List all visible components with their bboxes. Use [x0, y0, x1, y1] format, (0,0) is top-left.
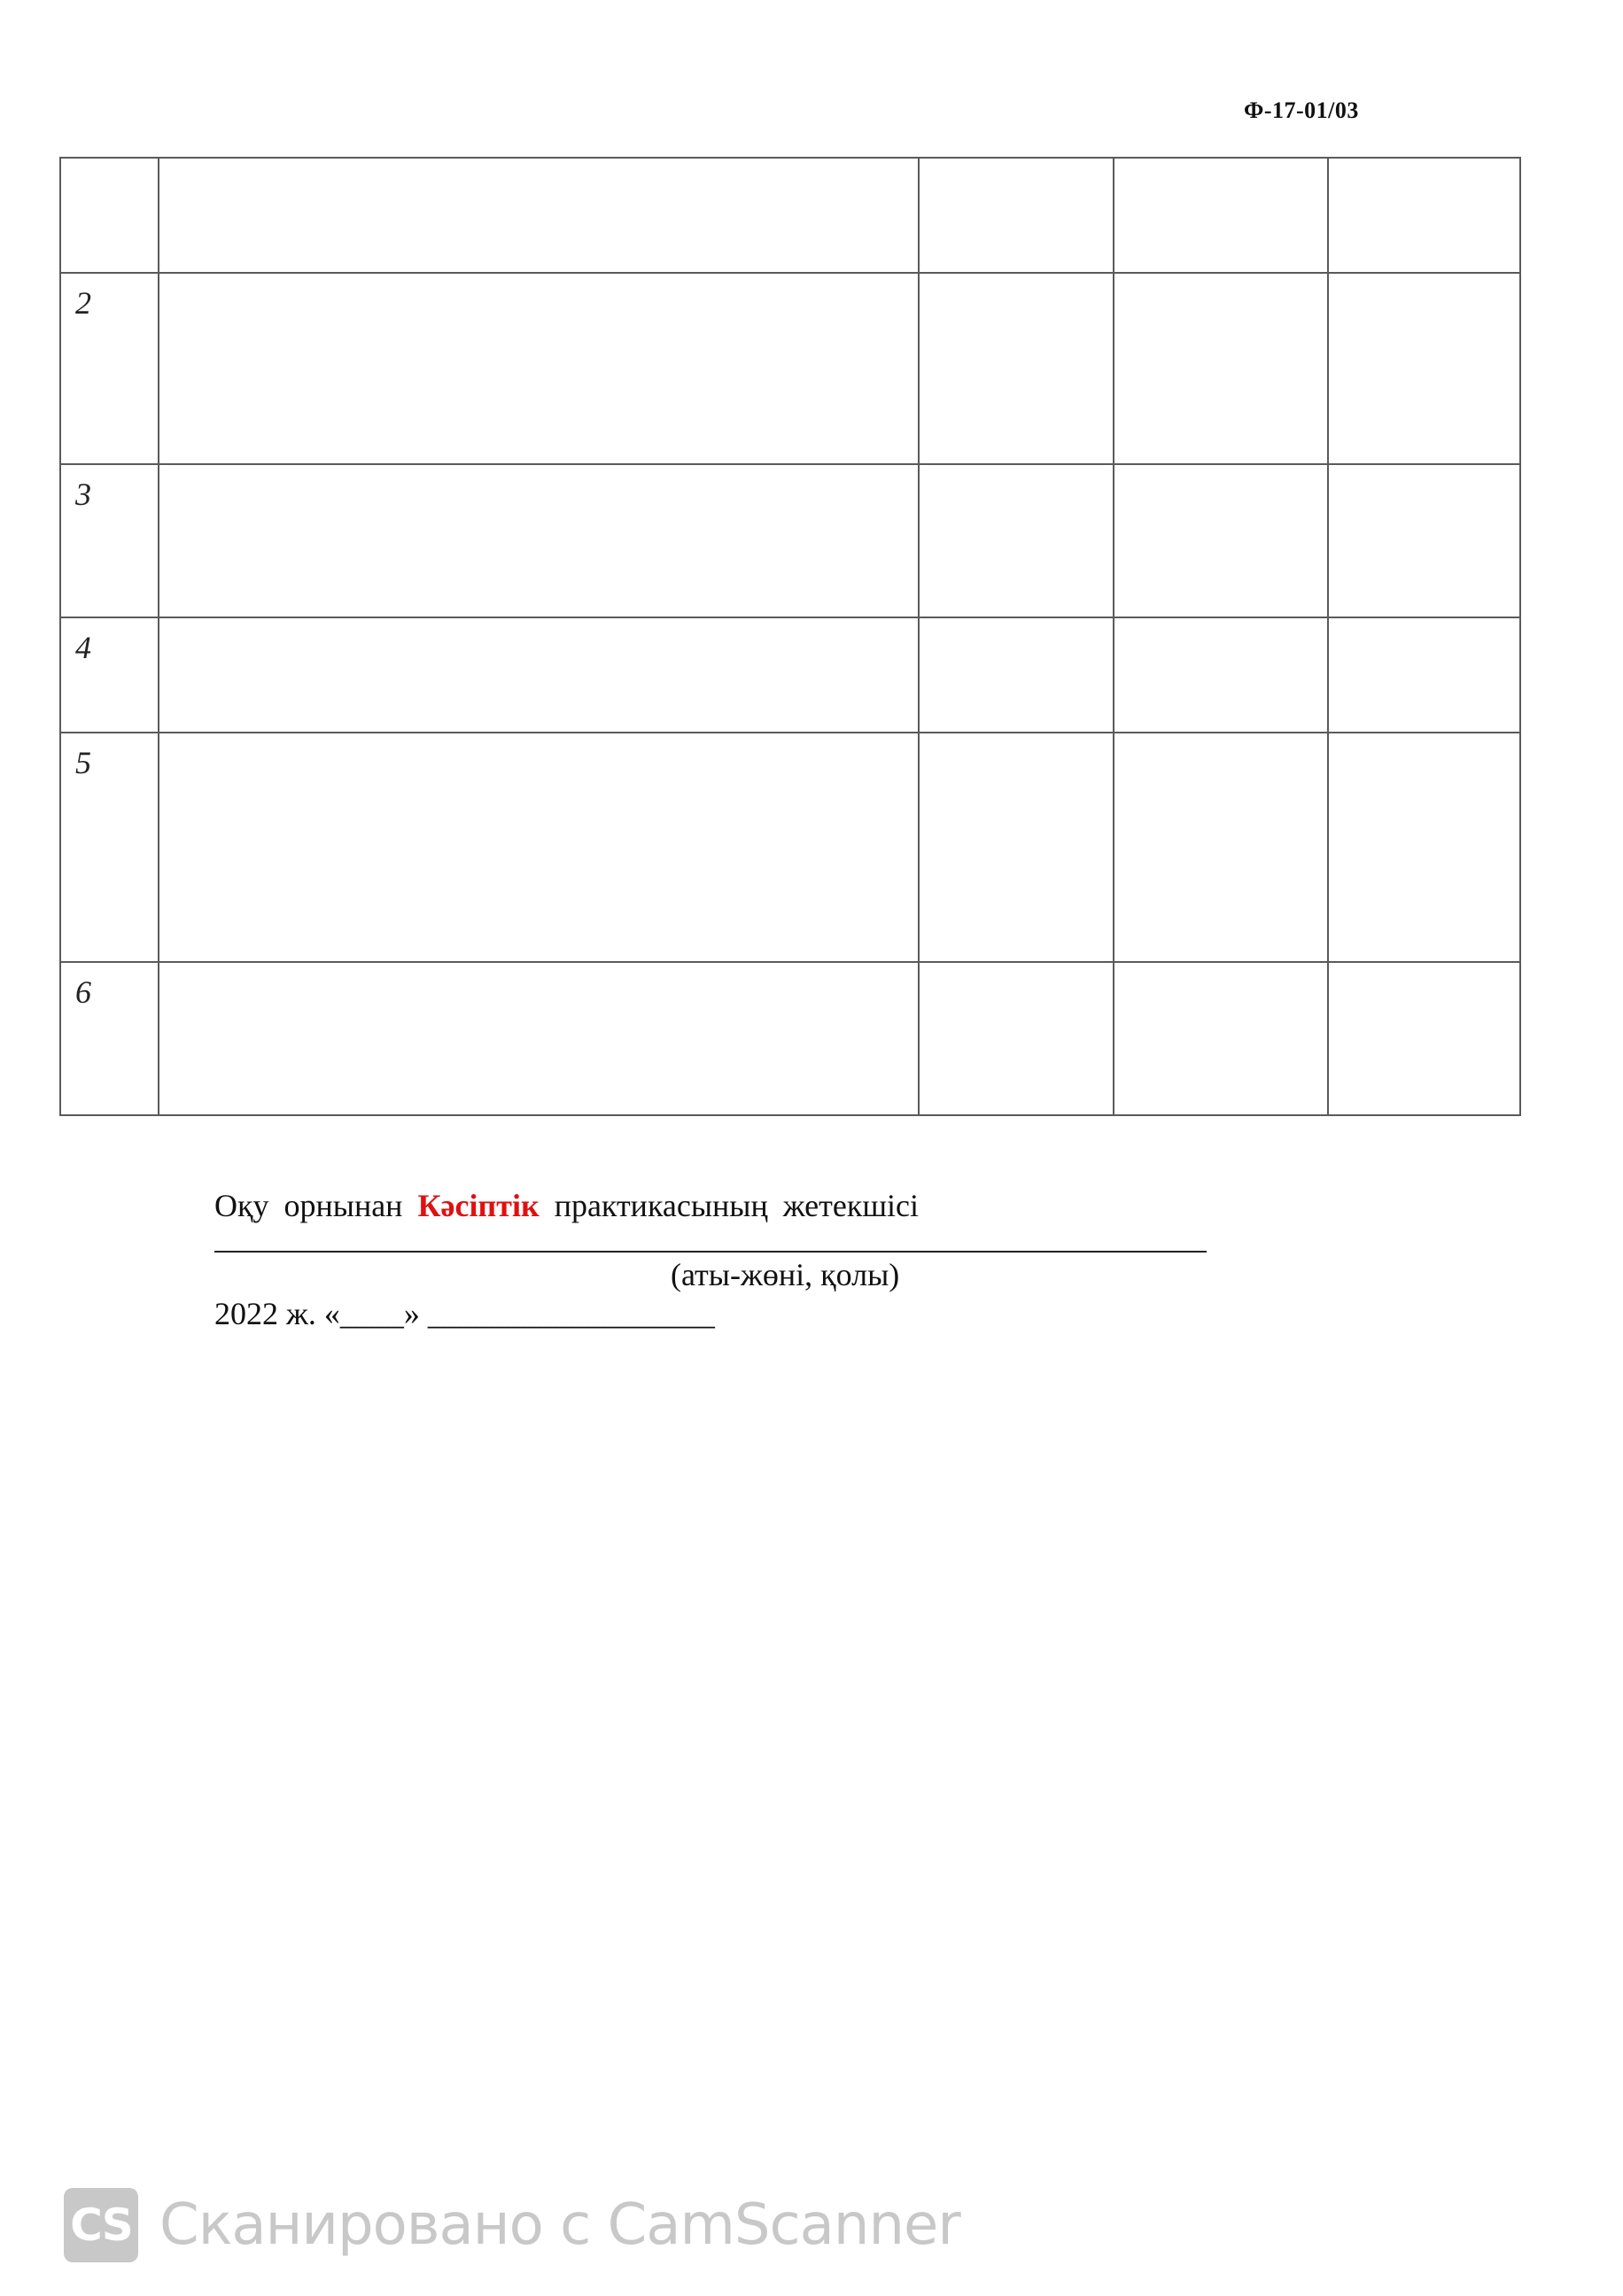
table-cell — [159, 733, 919, 962]
form-code: Ф-17-01/03 — [1244, 97, 1359, 123]
report-table — [59, 157, 1521, 1116]
table-cell — [919, 962, 1114, 1115]
table-cell — [919, 617, 1114, 733]
table-cell — [159, 962, 919, 1115]
table-cell — [1328, 962, 1520, 1115]
table-cell — [1114, 464, 1328, 617]
row-number: 2 — [60, 273, 159, 464]
table-cell — [919, 273, 1114, 464]
table-row — [60, 733, 1520, 962]
table-row — [60, 962, 1520, 1115]
table-cell — [159, 273, 919, 464]
table-cell — [1114, 273, 1328, 464]
supervisor-suffix: практикасының жетекшісі — [539, 1188, 920, 1223]
signature-caption: (аты-жөні, қолы) — [671, 1257, 900, 1292]
row-number — [60, 158, 159, 273]
camscanner-watermark — [64, 2188, 960, 2262]
table-cell — [919, 733, 1114, 962]
table-cell — [1114, 733, 1328, 962]
table-cell — [1328, 617, 1520, 733]
row-number: 6 — [60, 962, 159, 1115]
table-row — [60, 617, 1520, 733]
table-cell — [159, 158, 919, 273]
row-number: 5 — [60, 733, 159, 962]
practice-type: Кәсіптік — [417, 1188, 540, 1223]
table-cell — [1328, 733, 1520, 962]
table-row — [60, 158, 1520, 273]
table-cell — [159, 464, 919, 617]
table-cell — [919, 158, 1114, 273]
row-number: 3 — [60, 464, 159, 617]
table-cell — [1114, 158, 1328, 273]
table-cell — [919, 464, 1114, 617]
supervisor-line — [214, 1187, 1207, 1224]
date-line: 2022 ж. «____» __________________ — [214, 1296, 715, 1331]
table-cell — [1328, 158, 1520, 273]
signature-rule — [214, 1251, 1207, 1253]
camscanner-logo-icon: CS — [64, 2188, 138, 2262]
table-row — [60, 273, 1520, 464]
watermark-text: Сканировано с CamScanner — [159, 2192, 960, 2258]
row-number: 4 — [60, 617, 159, 733]
signature-block — [214, 1187, 1207, 1332]
table-row — [60, 464, 1520, 617]
table-cell — [159, 617, 919, 733]
table-cell — [1328, 273, 1520, 464]
table-cell — [1114, 617, 1328, 733]
table-cell — [1114, 962, 1328, 1115]
table-cell — [1328, 464, 1520, 617]
supervisor-prefix: Оқу орнынан — [214, 1188, 418, 1223]
